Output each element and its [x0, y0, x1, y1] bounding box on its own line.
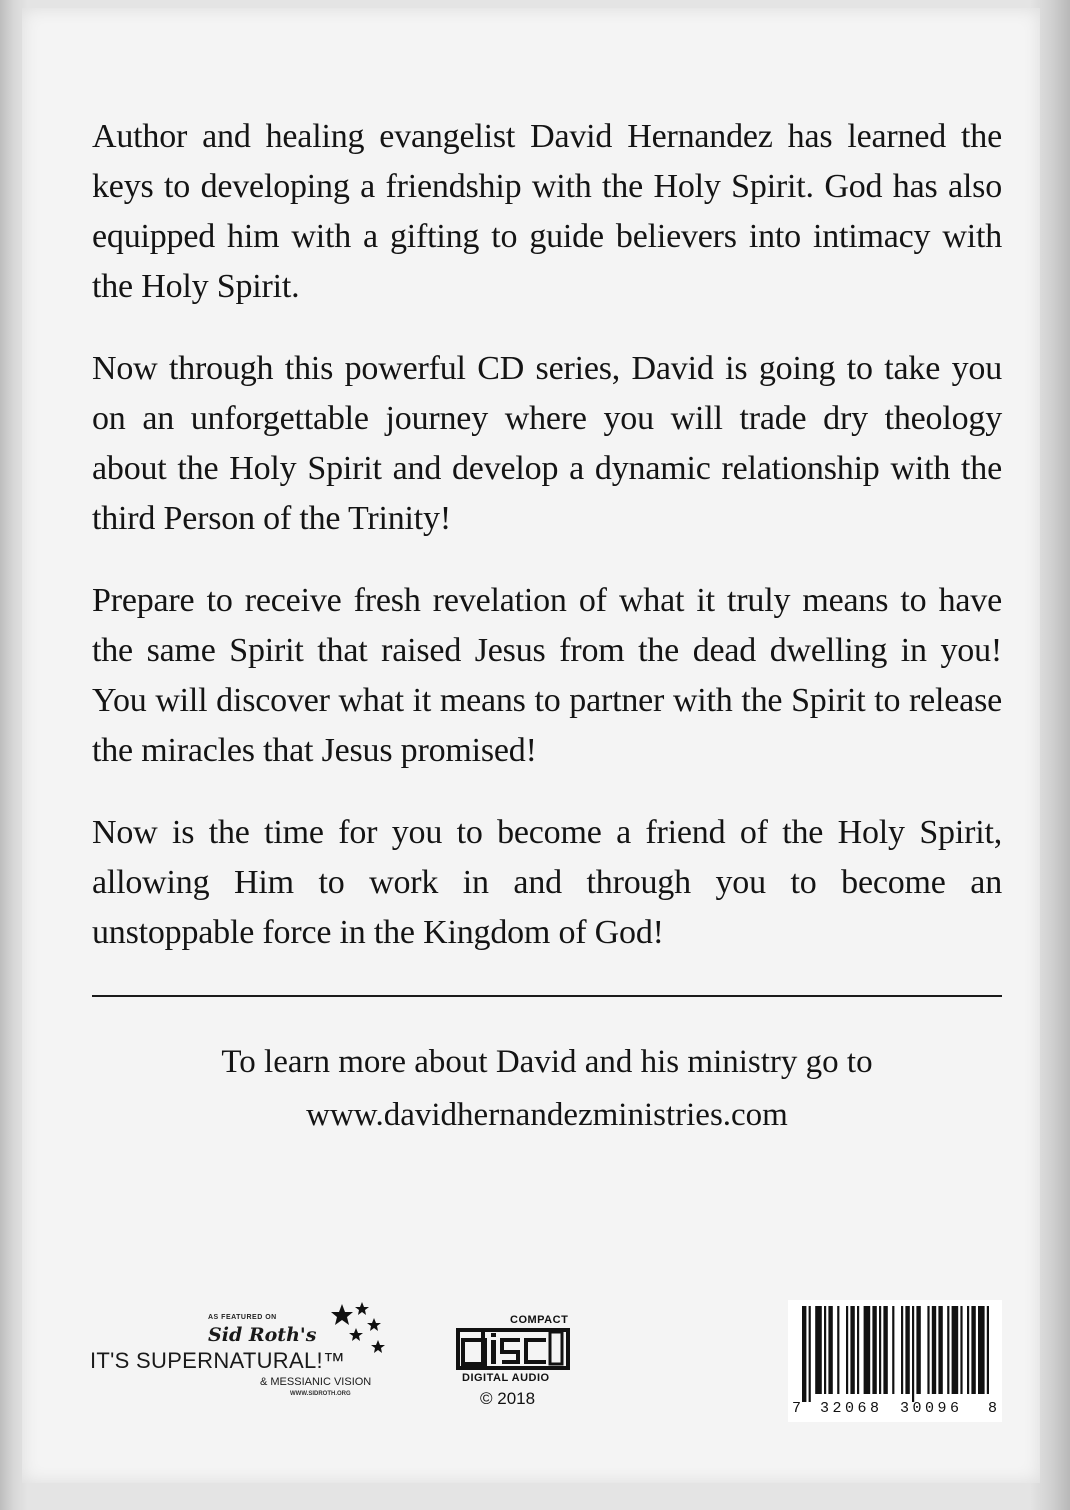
barcode-bar [892, 1306, 894, 1394]
barcode-bar [912, 1306, 914, 1402]
barcode-bar [846, 1306, 848, 1394]
featured-on-label: AS FEATURED ON [208, 1314, 277, 1321]
barcode-digit-first: 7 [792, 1400, 802, 1417]
barcode-bar [932, 1306, 936, 1394]
barcode-bar [971, 1306, 975, 1394]
barcode-bar [857, 1306, 859, 1394]
barcode-bar [987, 1306, 989, 1394]
barcode-bar [828, 1306, 832, 1394]
description-text [92, 112, 1002, 990]
barcode-bar [927, 1306, 929, 1394]
sid-roth-name: Sid Roth's [208, 1324, 317, 1346]
barcode-bar [916, 1306, 920, 1394]
barcode-number [788, 1400, 1002, 1422]
compact-label: COMPACT [510, 1314, 569, 1326]
messianic-vision-label: & MESSIANIC VISION [260, 1376, 372, 1388]
barcode-digits-right: 30096 [900, 1400, 963, 1417]
barcode-bar [872, 1306, 876, 1394]
paragraph-2: Now through this powerful CD series, David is going to take you on an unforgettable journey where you will trade dry theology about the Holy Spirit and develop a dynamic relationship with the third Person of the Trinity! [92, 350, 1002, 537]
paragraph-4: Now is the time for you to become a friend of the Holy Spirit, allowing Him to work in and through you to become an unstoppable force in the Kingdom of God! [92, 814, 1002, 951]
learn-more-text: To learn more about David and his ministry go to [221, 1044, 873, 1080]
barcode-bar [815, 1306, 822, 1394]
sid-roth-url: WWW.SIDROTH.ORG [290, 1391, 351, 1397]
barcode-bar [947, 1306, 949, 1394]
disc-wordmark-icon [454, 1326, 572, 1372]
barcode [788, 1300, 1002, 1422]
barcode-bar [901, 1306, 903, 1394]
barcode-bar [905, 1306, 909, 1394]
paragraph-3: Prepare to receive fresh revelation of what it truly means to have the same Spirit that raised Jesus from the dead dwelling in you! You will discover what it means to partner with the Spirit to release the miracles that Jesus promised! [92, 582, 1002, 769]
barcode-bar [809, 1306, 811, 1402]
paragraph-1: Author and healing evangelist David Hernandez has learned the keys to developing a friendship with the Holy Spirit. God has also equipped him with a gifting to guide believers into intimacy with the Holy Spirit. [92, 118, 1002, 305]
divider-line [92, 995, 1002, 997]
barcode-bar [960, 1306, 962, 1394]
show-title: IT'S SUPERNATURAL!™ [90, 1348, 346, 1373]
ministry-url: www.davidhernandezministries.com [306, 1097, 788, 1133]
digital-audio-label: DIGITAL AUDIO [462, 1372, 550, 1384]
barcode-bar [864, 1306, 871, 1394]
barcode-bar [978, 1306, 985, 1394]
barcode-bar [883, 1306, 887, 1394]
barcode-bar [938, 1306, 942, 1394]
barcode-digits-left: 32068 [820, 1400, 883, 1417]
barcode-bar [952, 1306, 959, 1394]
learn-more-block [92, 1036, 1002, 1142]
barcode-bars [788, 1300, 1002, 1404]
its-supernatural-logo [90, 1300, 390, 1410]
barcode-digit-last: 8 [988, 1400, 998, 1417]
copyright-text: © 2018 [480, 1389, 536, 1408]
barcode-bar [802, 1306, 806, 1402]
barcode-bar [850, 1306, 854, 1394]
barcode-bar [967, 1306, 969, 1394]
barcode-bar [837, 1306, 839, 1394]
barcode-bar [879, 1306, 881, 1394]
barcode-bar [824, 1306, 826, 1394]
